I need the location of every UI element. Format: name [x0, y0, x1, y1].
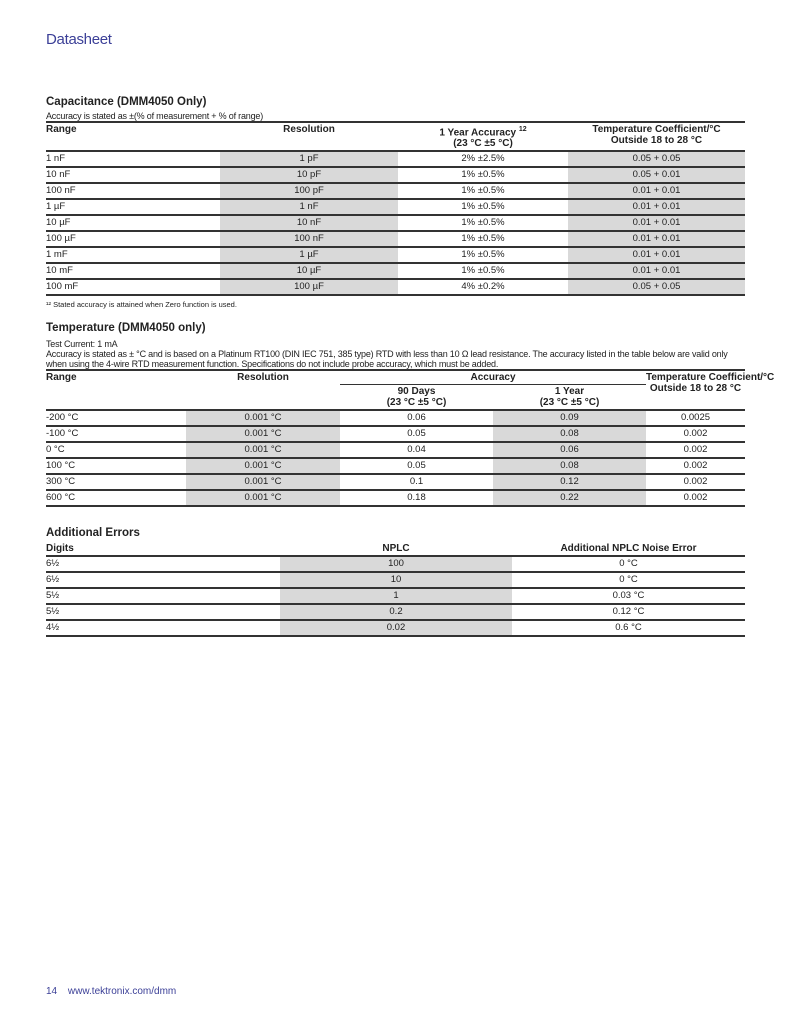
table-cell: 100 pF: [220, 183, 398, 199]
table-cell: 1% ±0.5%: [398, 263, 568, 279]
table-cell: 0.001 °C: [186, 426, 340, 442]
table-cell: 10 nF: [46, 167, 220, 183]
table-cell: 0.001 °C: [186, 410, 340, 426]
table-row: [46, 556, 745, 572]
col-range: Range: [46, 370, 186, 410]
table-cell: 0.01 + 0.01: [568, 199, 745, 215]
table-cell: 4½: [46, 620, 280, 636]
table-row: [46, 458, 745, 474]
col-nplc: NPLC: [280, 542, 512, 556]
table-cell: 0.6 °C: [512, 620, 745, 636]
table-cell: 1 mF: [46, 247, 220, 263]
table-cell: 600 °C: [46, 490, 186, 506]
table-cell: 0.08: [493, 458, 646, 474]
capacitance-footnote: ¹² Stated accuracy is attained when Zero function is used.: [46, 300, 237, 310]
table-cell: 1 pF: [220, 151, 398, 167]
col-range: Range: [46, 122, 220, 151]
temperature-title: Temperature (DMM4050 only): [46, 322, 206, 334]
table-row: [46, 199, 745, 215]
table-cell: 0.01 + 0.01: [568, 183, 745, 199]
table-row: [46, 151, 745, 167]
table-row: [46, 604, 745, 620]
table-cell: 100 °C: [46, 458, 186, 474]
table-cell: 0.05 + 0.05: [568, 279, 745, 295]
table-cell: 100 µF: [220, 279, 398, 295]
additional-errors-table: [46, 542, 745, 637]
table-cell: 100 nF: [46, 183, 220, 199]
col-temp-coefficient: Temperature Coefficient/°C Outside 18 to 28 °C: [646, 370, 745, 410]
table-cell: 1% ±0.5%: [398, 247, 568, 263]
capacitance-title: Capacitance (DMM4050 Only): [46, 96, 207, 108]
table-cell: 5½: [46, 604, 280, 620]
table-row: [46, 442, 745, 458]
col-90-days: 90 Days (23 °C ±5 °C): [340, 385, 493, 411]
table-cell: 1% ±0.5%: [398, 167, 568, 183]
table-cell: 0.02: [280, 620, 512, 636]
table-row: [46, 474, 745, 490]
additional-errors-section: [46, 527, 745, 637]
table-cell: 300 °C: [46, 474, 186, 490]
table-cell: 1 µF: [220, 247, 398, 263]
page-footer: [46, 986, 184, 997]
table-row: [46, 426, 745, 442]
capacitance-note: Accuracy is stated as ±(% of measurement + % of range): [46, 111, 263, 121]
table-cell: 5½: [46, 588, 280, 604]
table-cell: -100 °C: [46, 426, 186, 442]
temperature-note: Accuracy is stated as ± °C and is based on a Platinum RT100 (DIN IEC 751, 385 type) RTD with less than 10 Ω lead resistance. The accuracy listed in the table below are valid only when using the 4-wire RTD measurement function. Specifications do not include probe accuracy, which must be added.: [46, 349, 728, 369]
table-cell: 0.05: [340, 426, 493, 442]
table-cell: 0.05: [340, 458, 493, 474]
temperature-table: [46, 369, 775, 507]
table-cell: 0.002: [646, 458, 745, 474]
table-cell: 0.22: [493, 490, 646, 506]
capacitance-section: [46, 96, 745, 309]
col-1-year: 1 Year (23 °C ±5 °C): [493, 385, 646, 411]
table-cell: 0.0025: [646, 410, 745, 426]
table-cell: 10 mF: [46, 263, 220, 279]
table-cell: 100 mF: [46, 279, 220, 295]
table-row: [46, 183, 745, 199]
table-cell: 0.05 + 0.01: [568, 167, 745, 183]
table-cell: 0.002: [646, 426, 745, 442]
table-cell: 0.06: [493, 442, 646, 458]
col-resolution: Resolution: [186, 370, 340, 410]
table-cell: 1% ±0.5%: [398, 199, 568, 215]
table-cell: 1% ±0.5%: [398, 231, 568, 247]
table-cell: 0.001 °C: [186, 442, 340, 458]
table-cell: 0.01 + 0.01: [568, 247, 745, 263]
capacitance-table: [46, 121, 745, 296]
table-cell: 10 nF: [220, 215, 398, 231]
table-cell: 10 µF: [46, 215, 220, 231]
test-current: Test Current: 1 mA: [46, 339, 118, 349]
table-cell: 0.06: [340, 410, 493, 426]
table-cell: 0.001 °C: [186, 458, 340, 474]
col-noise-error: Additional NPLC Noise Error: [512, 542, 745, 556]
col-accuracy: 1 Year Accuracy $^{12}$ (23 °C ±5 °C): [398, 122, 568, 151]
col-digits: Digits: [46, 542, 280, 556]
table-row: [46, 215, 745, 231]
table-cell: 0.04: [340, 442, 493, 458]
table-cell: 1 nF: [220, 199, 398, 215]
table-row: [46, 279, 745, 295]
table-cell: 0.08: [493, 426, 646, 442]
table-cell: 100 µF: [46, 231, 220, 247]
table-cell: 1 nF: [46, 151, 220, 167]
table-cell: 0.12 °C: [512, 604, 745, 620]
col-resolution: Resolution: [220, 122, 398, 151]
table-cell: 1% ±0.5%: [398, 183, 568, 199]
table-row: [46, 490, 745, 506]
table-cell: 1: [280, 588, 512, 604]
table-cell: 0.03 °C: [512, 588, 745, 604]
table-cell: 0.09: [493, 410, 646, 426]
table-cell: 0.001 °C: [186, 474, 340, 490]
table-cell: 0.12: [493, 474, 646, 490]
table-cell: 0 °C: [512, 572, 745, 588]
additional-errors-title: Additional Errors: [46, 527, 140, 539]
table-cell: 0.01 + 0.01: [568, 215, 745, 231]
table-cell: 10: [280, 572, 512, 588]
table-cell: 0.001 °C: [186, 490, 340, 506]
website-link[interactable]: www.tektronix.com/dmm: [67, 986, 177, 997]
table-cell: 2% ±2.5%: [398, 151, 568, 167]
document-header-title: Datasheet: [46, 31, 112, 48]
table-cell: 0.05 + 0.05: [568, 151, 745, 167]
table-cell: 6½: [46, 556, 280, 572]
table-cell: 0.01 + 0.01: [568, 231, 745, 247]
table-cell: 1% ±0.5%: [398, 215, 568, 231]
table-cell: 0.002: [646, 474, 745, 490]
table-cell: 6½: [46, 572, 280, 588]
table-cell: 0.002: [646, 442, 745, 458]
table-cell: 0.18: [340, 490, 493, 506]
table-cell: 1 µF: [46, 199, 220, 215]
table-row: [46, 410, 745, 426]
table-cell: 10 pF: [220, 167, 398, 183]
table-cell: 0.2: [280, 604, 512, 620]
table-row: [46, 572, 745, 588]
table-cell: -200 °C: [46, 410, 186, 426]
table-row: [46, 263, 745, 279]
table-row: [46, 588, 745, 604]
page-number: 14: [46, 986, 58, 997]
table-cell: 100: [280, 556, 512, 572]
table-row: [46, 247, 745, 263]
col-temp-coefficient: Temperature Coefficient/°C Outside 18 to 28 °C: [568, 122, 745, 151]
table-row: [46, 231, 745, 247]
table-cell: 0.01 + 0.01: [568, 263, 745, 279]
temperature-section: [46, 322, 775, 507]
table-cell: 100 nF: [220, 231, 398, 247]
table-row: [46, 167, 745, 183]
table-cell: 4% ±0.2%: [398, 279, 568, 295]
table-cell: 10 µF: [220, 263, 398, 279]
col-accuracy: Accuracy: [340, 370, 646, 385]
table-cell: 0 °C: [46, 442, 186, 458]
table-row: [46, 620, 745, 636]
table-cell: 0.1: [340, 474, 493, 490]
table-cell: 0 °C: [512, 556, 745, 572]
table-cell: 0.002: [646, 490, 745, 506]
